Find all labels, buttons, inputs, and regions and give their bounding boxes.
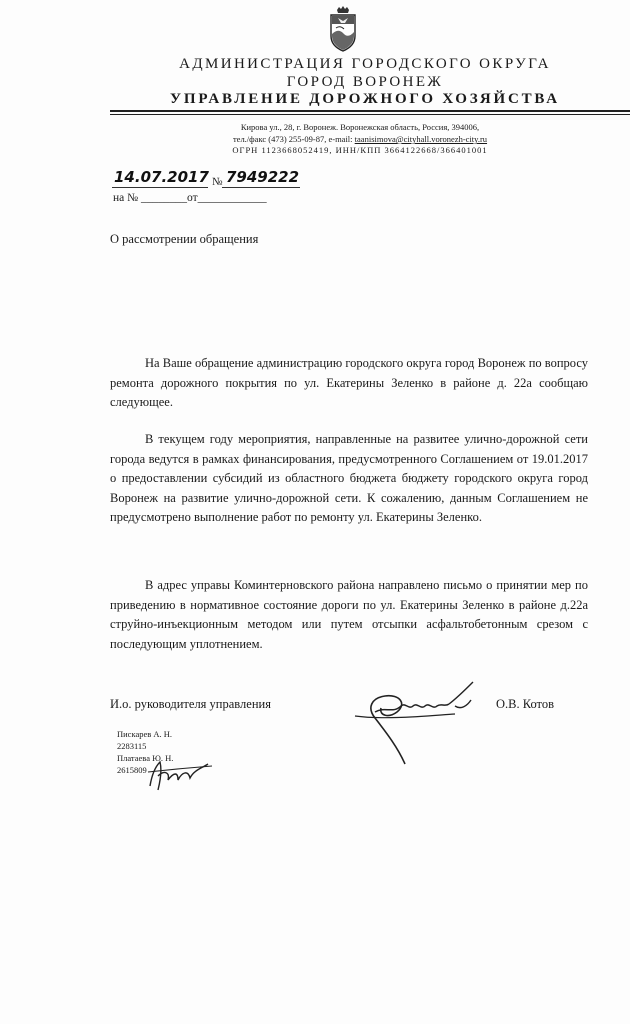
date-underline — [112, 187, 208, 188]
header-department: УПРАВЛЕНИЕ ДОРОЖНОГО ХОЗЯЙСТВА — [170, 91, 560, 107]
signatory-name: О.В. Котов — [496, 697, 554, 711]
executor-name-1: Пискарев А. Н. — [117, 729, 173, 739]
body-paragraph-3 — [110, 576, 588, 654]
paragraph-text: На Ваше обращение администрацию городского округа город Воронеж по вопросу ремонта дорожного покрытия по ул. Екатерины Зеленко в районе д. 22а сообщаю следующее. — [110, 356, 588, 410]
header-city: ГОРОД ВОРОНЕЖ — [286, 74, 444, 90]
paragraph-text: В текущем году мероприятия, направленные на развитее улично-дорожной сети города ведутся в рамках финансирования, предусмотренного Соглашением от 19.01.2017 о предоставлении субсидий из областного бюджета бюджету городского округа город Воронеж на развитие улично-дорожной сети. К сожалению, данным Соглашением не предусмотрено выполнение работ по ремонту ул. Екатерины Зеленко. — [110, 432, 588, 525]
registration-date: 14.07.2017 — [114, 168, 209, 186]
reply-reference: на № ________от____________ — [113, 192, 267, 204]
header-rule-thick — [110, 110, 630, 112]
body-paragraph-1 — [110, 354, 588, 413]
contact-line — [195, 135, 525, 144]
phone-fax: тел./факс (473) 255-09-87, e-mail: — [232, 134, 355, 144]
registration-number: 7949222 — [226, 168, 300, 186]
header-rule-thin — [110, 114, 630, 115]
letter-subject: О рассмотрении обращения — [110, 232, 259, 246]
coat-of-arms-emblem-icon — [328, 6, 358, 52]
executor-phone-1: 2283115 — [117, 741, 147, 751]
signatory-role: И.о. руководителя управления — [110, 697, 271, 711]
number-symbol: № — [212, 176, 223, 188]
number-underline — [222, 187, 300, 188]
header-administration: АДМИНИСТРАЦИЯ ГОРОДСКОГО ОКРУГА — [179, 56, 551, 72]
paragraph-text: В адрес управы Коминтерновского района направлено письмо о принятии мер по приведению в нормативное состояние дороги по ул. Екатерины Зеленко в районе д.22а струйно-инъекционным методом или путем отсыпки асфальтобетонным срезом с последующим уплотнением. — [110, 578, 588, 651]
body-paragraph-2 — [110, 430, 588, 528]
executor-phone-2: 2615809 — [117, 765, 147, 775]
address-line: Кирова ул., 28, г. Воронеж. Воронежская область, Россия, 394006, — [240, 122, 480, 132]
executor-name-2: Платаева Ю. Н. — [117, 753, 174, 763]
registry-ids: ОГРН 1123668052419, ИНН/КПП 3664122668/366401001 — [232, 145, 488, 155]
handwritten-signature-icon — [345, 676, 480, 768]
email-link[interactable]: taanisimova@cityhall.voronezh-city.ru — [354, 134, 488, 144]
handwritten-initials-icon — [146, 752, 216, 796]
